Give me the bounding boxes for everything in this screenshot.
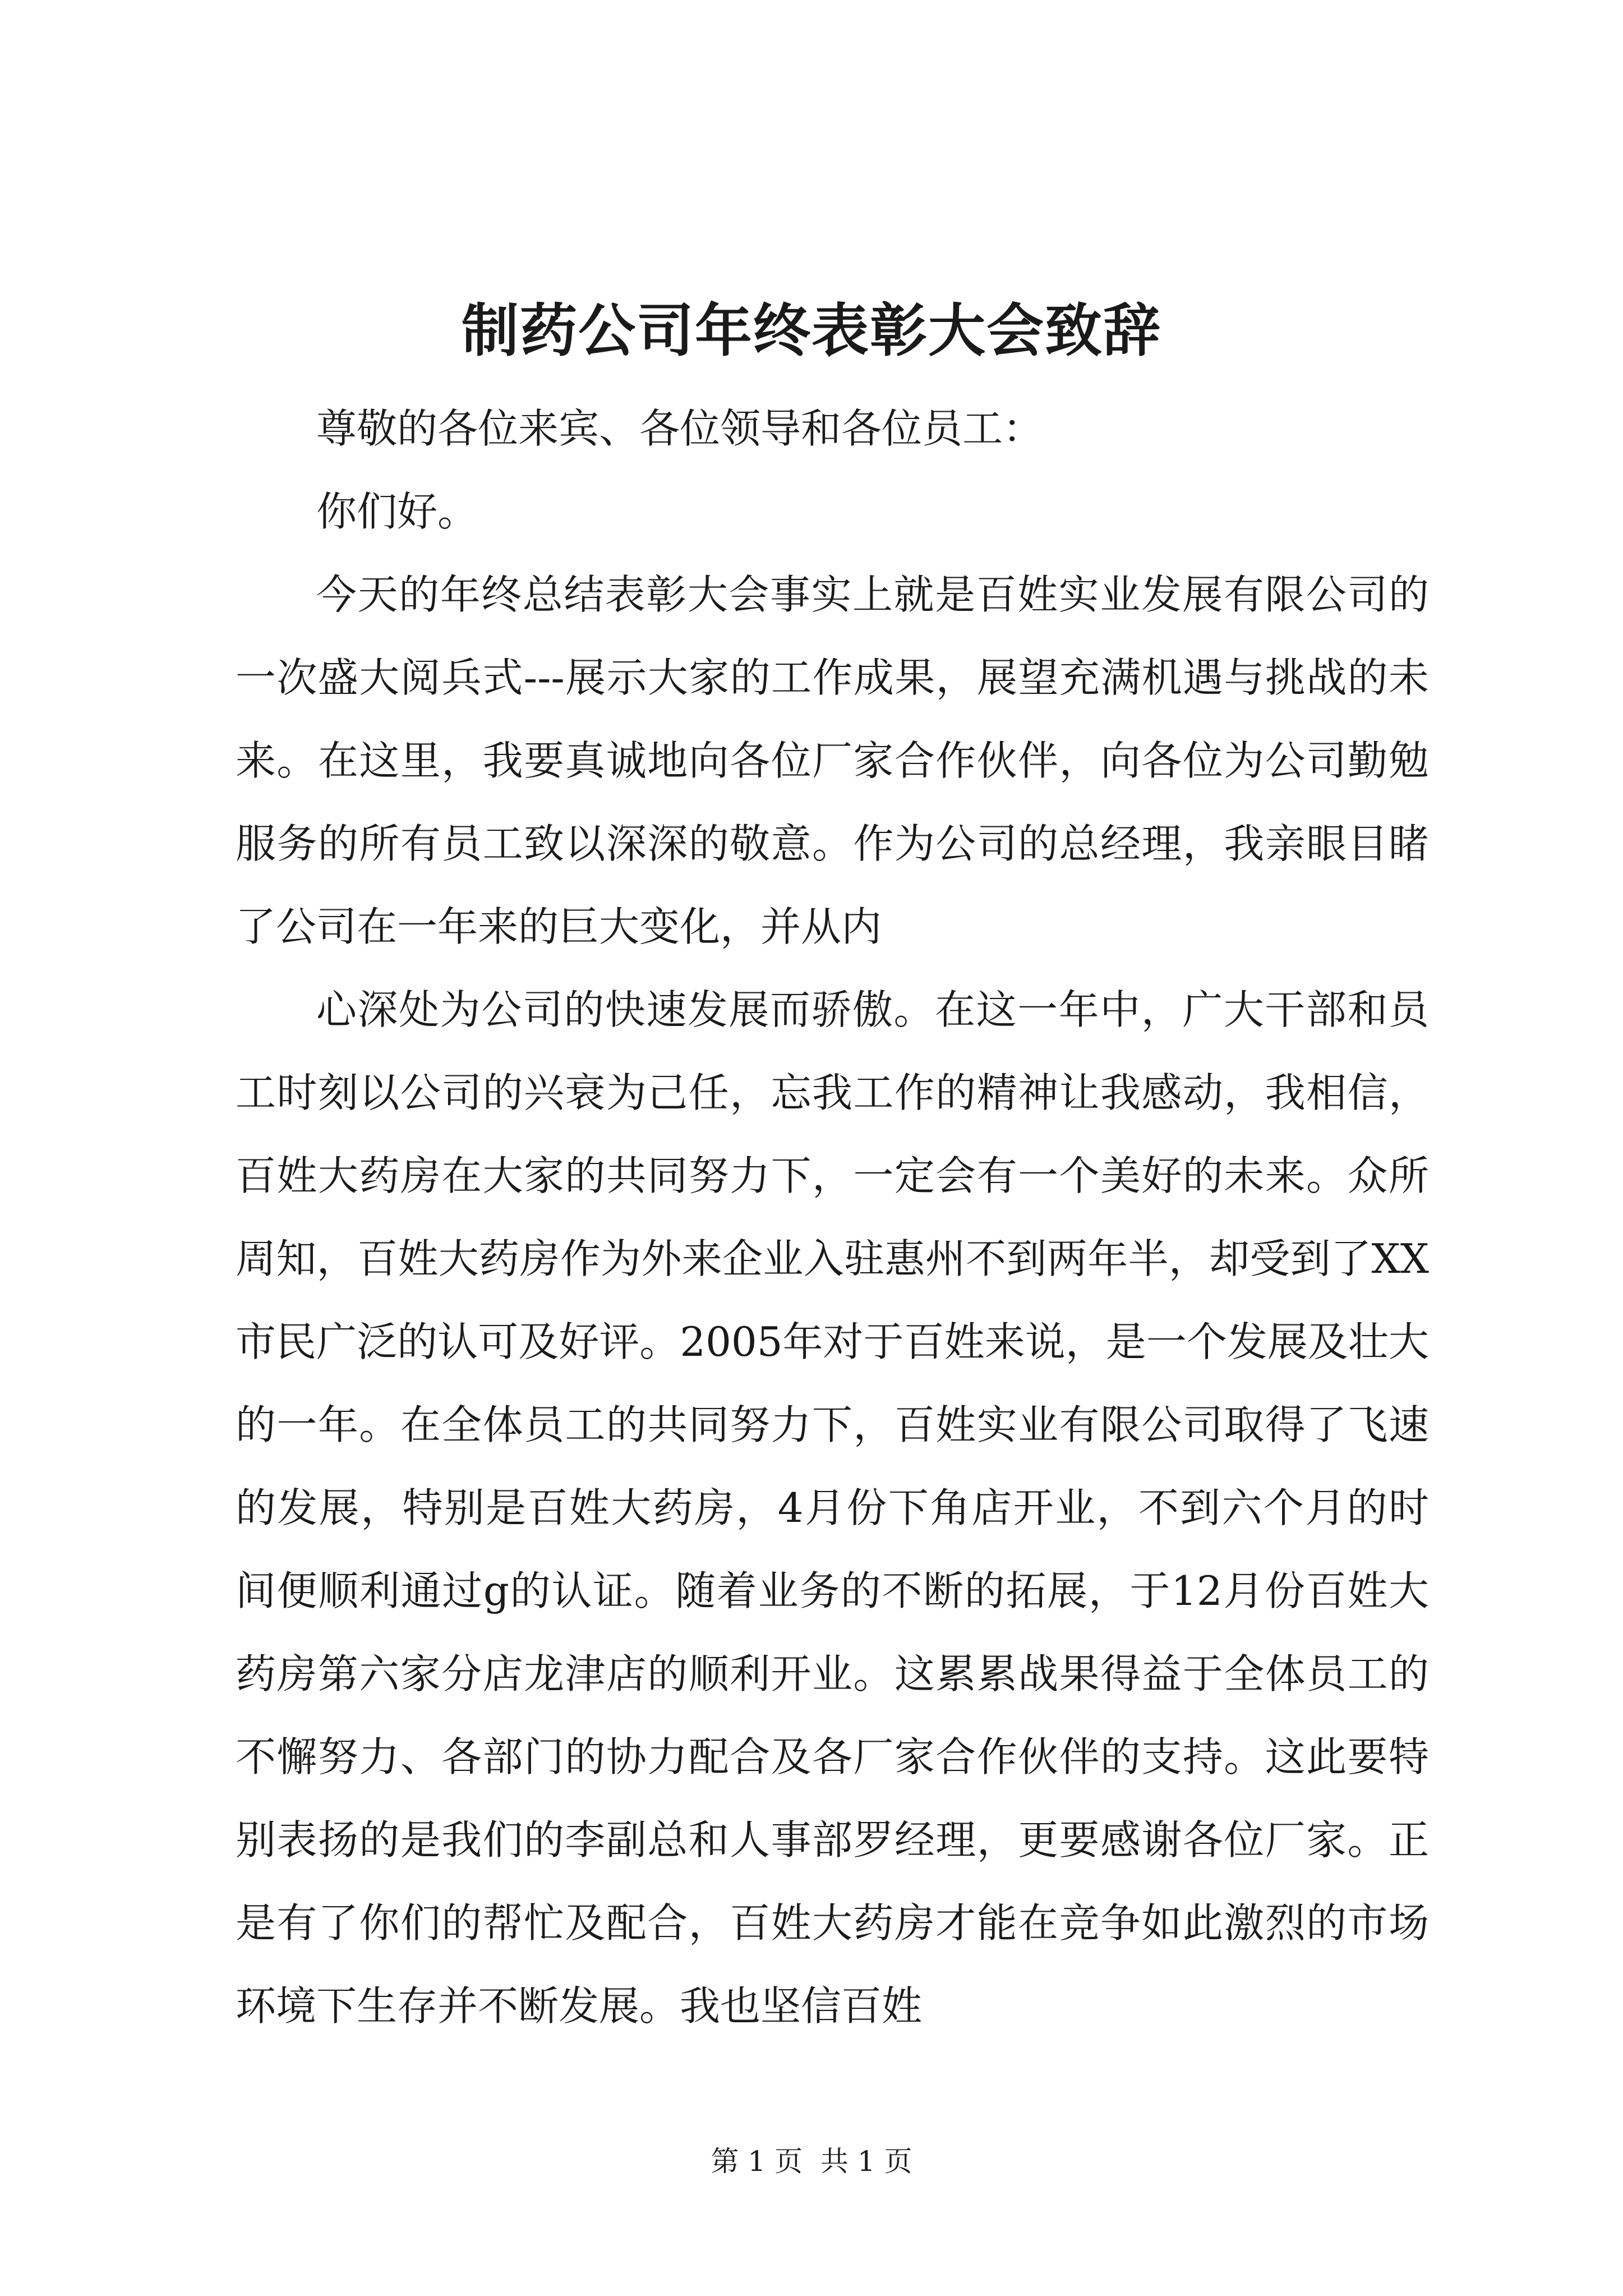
page-number-label: 第 1 页 共 1 页 (711, 2145, 912, 2178)
greeting-paragraph: 你们好。 (316, 488, 478, 535)
body-paragraph: 心深处为公司的快速发展而骄傲。在这一年中，广大干部和员工时刻以公司的兴衰为己任，忘我工作的精神让我感动，我相信，百姓大药房在大家的共同努力下，一定会有一个美好的未来。众所周知，百姓大药房作为外来企业入驻惠州不到两年半，却受到了XX市民广泛的认可及好评。2005年对于百姓来说，是一个发展及壮大的一年。在全体员工的共同努力下，百姓实业有限公司取得了飞速的发展，特别是百姓大药房，4月份下角店开业，不到六个月的时间便顺利通过g的认证。随着业务的不断的拓展，于12月份百姓大药房第六家分店龙津店的顺利开业。这累累战果得益于全体员工的不懈努力、各部门的协力配合及各厂家合作伙伴的支持。这此要特别表扬的是我们的李副总和人事部罗经理，更要感谢各位厂家。正是有了你们的帮忙及配合，百姓大药房才能在竞争如此激烈的市场环境下生存并不断发展。我也坚信百姓 (236, 986, 1429, 2030)
document-body (236, 387, 1429, 2047)
document-title: 制药公司年终表彰大会致辞 (462, 297, 1161, 365)
body-paragraph: 今天的年终总结表彰大会事实上就是百姓实业发展有限公司的一次盛大阅兵式---展示大家的工作成果，展望充满机遇与挑战的未来。在这里，我要真诚地向各位厂家合作伙伴，向各位为公司勤勉服务的所有员工致以深深的敬意。作为公司的总经理，我亲眼目睹了公司在一年来的巨大变化，并从内 (236, 571, 1429, 950)
salutation-paragraph: 尊敬的各位来宾、各位领导和各位员工： (316, 405, 1044, 452)
page-footer (0, 2142, 1623, 2181)
